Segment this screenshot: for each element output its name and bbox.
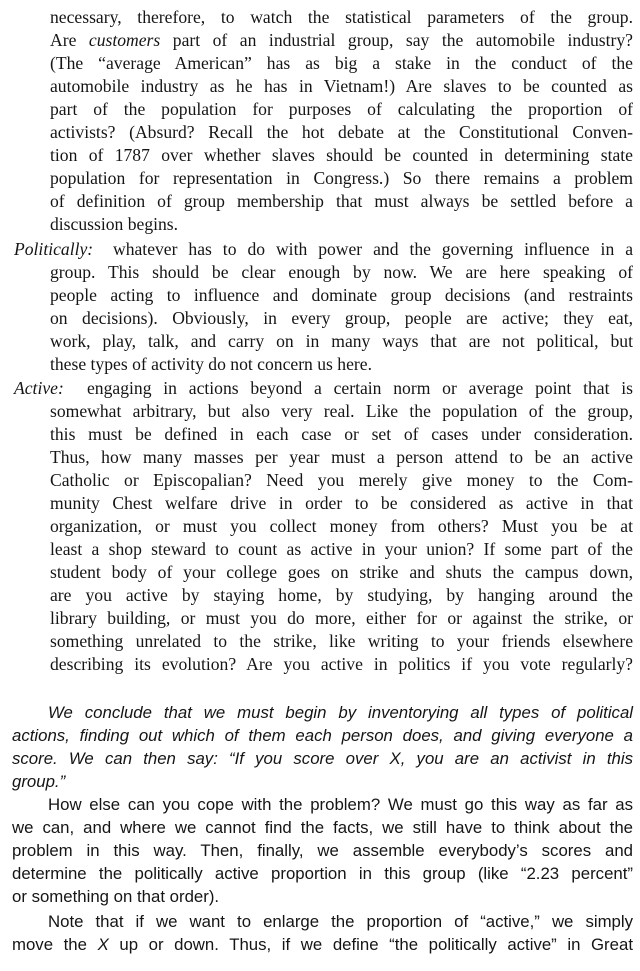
text-line: Catholic or Episcopalian? Need you merely give money to the Com- bbox=[50, 470, 633, 490]
text-line: describing its evolution? Are you active in politics if you vote regularly? bbox=[50, 654, 633, 674]
definition-term: Active: bbox=[14, 378, 64, 398]
text-span: Are bbox=[50, 30, 89, 50]
text-line: engaging in actions beyond a certain norm or average point that is bbox=[87, 378, 633, 398]
text-line: Note that if we want to enlarge the proportion of “active,” we simply bbox=[48, 912, 633, 931]
text-line: problem in this way. Then, finally, we assemble everybody’s scores and bbox=[12, 841, 633, 860]
text-line: least a shop steward to count as active in your union? If some part of the bbox=[50, 539, 633, 559]
text-line: work, play, talk, and carry on in many ways that are not political, but bbox=[50, 331, 633, 351]
definition-term: Politically: bbox=[14, 239, 94, 259]
text-line: discussion begins. bbox=[50, 214, 179, 234]
text-line: group. This should be clear enough by now. We are here speaking of bbox=[50, 262, 633, 282]
emphasis-x: X bbox=[97, 935, 109, 954]
emphasis-customers: customers bbox=[88, 30, 161, 50]
text-line: (The “average American” has as big a stake in the conduct of the bbox=[50, 53, 633, 73]
text-line: organization, or must you collect money from others? Must you be at bbox=[50, 516, 633, 536]
text-line: somewhat arbitrary, but also very real. Like the population of the group, bbox=[50, 401, 633, 421]
text-line: necessary, therefore, to watch the statistical parameters of the group. bbox=[50, 7, 633, 27]
text-line: or something on that order). bbox=[12, 887, 220, 906]
text-span: up or down. Thus, if we define “the politically active” in Great bbox=[108, 935, 633, 954]
text-line: are you active by staying home, by studying, by hanging around the bbox=[50, 585, 633, 605]
text-line: tion of 1787 over whether slaves should be counted in determining state bbox=[50, 145, 633, 165]
text-line: Thus, how many masses per year must a person attend to be an active bbox=[50, 447, 633, 467]
text-span: part of an industrial group, say the automobile industry? bbox=[160, 30, 633, 50]
text-line: whatever has to do with power and the governing influence in a bbox=[113, 239, 633, 259]
text-line: group.” bbox=[12, 772, 66, 791]
text-line: How else can you cope with the problem? We must go this way as far as bbox=[48, 795, 633, 814]
text-line: on decisions). Obviously, in every group, people are active; they eat, bbox=[50, 308, 633, 328]
definition-politically bbox=[14, 238, 633, 261]
definition-active bbox=[14, 377, 633, 400]
text-span: move the bbox=[12, 935, 98, 954]
text-line: automobile industry as he has in Vietnam!) Are slaves to be counted as bbox=[50, 76, 633, 96]
text-line: munity Chest welfare drive in order to be considered as active in that bbox=[50, 493, 633, 513]
text-line: these types of activity do not concern us here. bbox=[50, 354, 372, 374]
text-line: of definition of group membership that must always be settled before a bbox=[50, 191, 633, 211]
text-line: this must be defined in each case or set of cases under consideration. bbox=[50, 424, 633, 444]
text-line: student body of your college goes on strike and shuts the campus down, bbox=[50, 562, 633, 582]
text-line: population for representation in Congress.) So there remains a problem bbox=[50, 168, 633, 188]
text-line bbox=[12, 933, 633, 956]
text-line: library building, or must you do more, either for or against the strike, or bbox=[50, 608, 633, 628]
text-line: score. We can then say: “If you score over X, you are an activist in this bbox=[12, 749, 633, 768]
text-line: actions, finding out which of them each person does, and giving everyone a bbox=[12, 726, 633, 745]
text-line: something unrelated to the strike, like writing to your friends elsewhere bbox=[50, 631, 633, 651]
text-line: people acting to influence and dominate group decisions (and restraints bbox=[50, 285, 633, 305]
text-line: activists? (Absurd? Recall the hot debate at the Constitutional Conven- bbox=[50, 122, 633, 142]
text-line bbox=[50, 29, 633, 52]
text-line: part of the population for purposes of calculating the proportion of bbox=[50, 99, 633, 119]
text-line: we can, and where we cannot find the facts, we still have to think about the bbox=[12, 818, 633, 837]
text-line: We conclude that we must begin by inventorying all types of political bbox=[48, 703, 633, 722]
text-line: determine the politically active proportion in this group (like “2.23 percent” bbox=[12, 864, 633, 883]
